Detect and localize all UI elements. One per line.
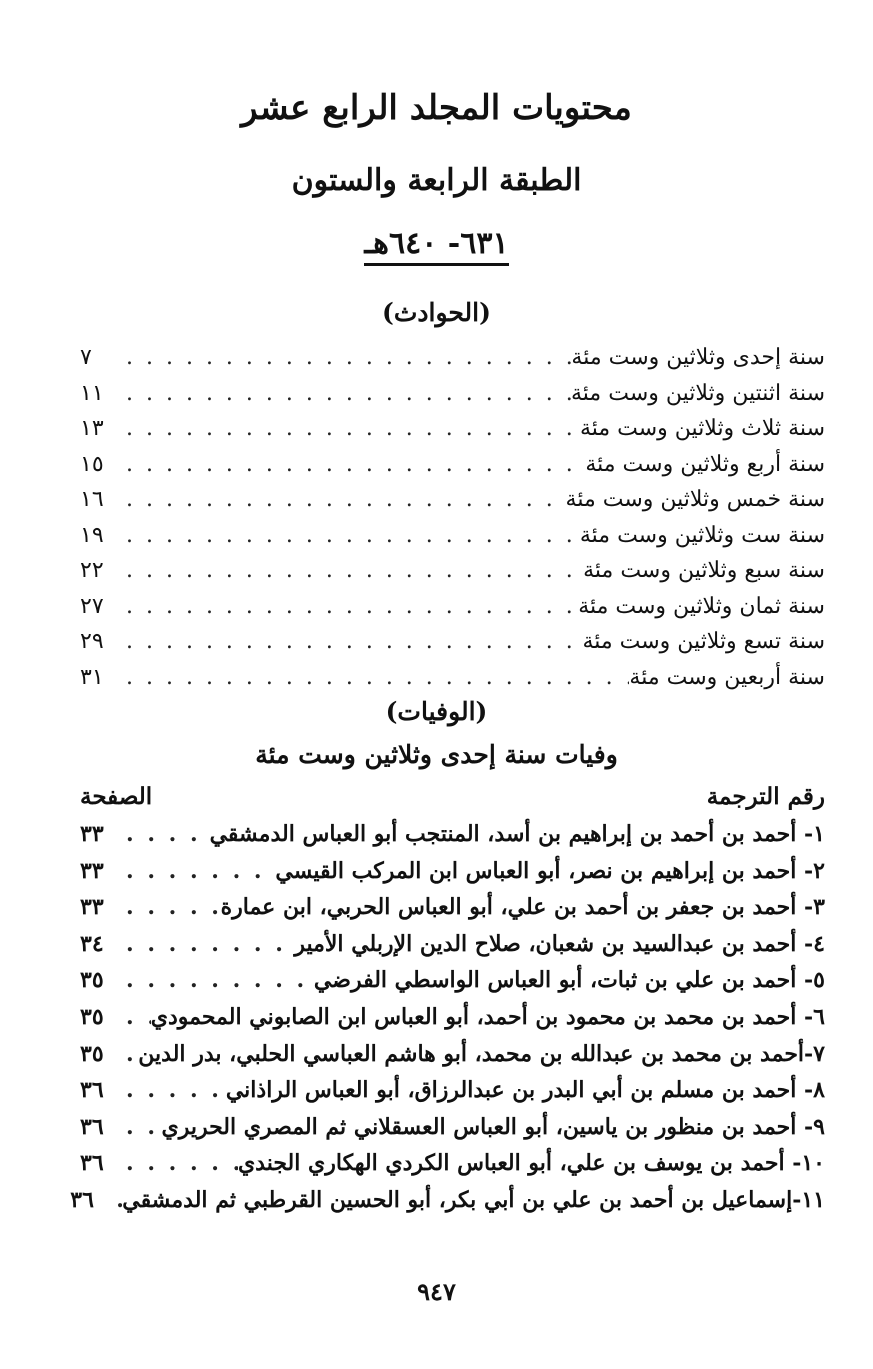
- dot-leader: [120, 1004, 151, 1030]
- event-title: سنة اثنتين وثلاثين وست مئة: [571, 380, 825, 406]
- dot-leader: [120, 1114, 161, 1140]
- biography-page-number: ٣٣: [80, 821, 104, 847]
- list-item: [80, 931, 825, 968]
- biography-page-number: ٣٥: [80, 1003, 104, 1030]
- list-item: [80, 967, 825, 1004]
- event-title: سنة تسع وثلاثين وست مئة: [582, 629, 825, 654]
- biography-title: ٤- أحمد بن عبدالسيد بن شعبان، صلاح الدين الإربلي الأمير: [294, 930, 825, 957]
- list-item: [80, 629, 825, 665]
- dot-leader: [120, 665, 629, 690]
- list-item: [80, 381, 825, 417]
- dot-leader: [120, 558, 583, 583]
- list-item: [80, 1077, 825, 1114]
- biography-page-number: ٣٦: [80, 1150, 104, 1177]
- dot-leader: [120, 1150, 238, 1176]
- list-item: [80, 1041, 825, 1078]
- tier-subtitle: الطبقة الرابعة والستون: [291, 163, 582, 198]
- dot-leader: [120, 594, 578, 619]
- biography-title: ٨- أحمد بن مسلم بن أبي البدر بن عبدالرزاق، أبو العباس الراذاني: [225, 1077, 825, 1104]
- event-title: سنة أربعين وست مئة: [629, 664, 825, 690]
- event-page-number: ٢٢: [80, 558, 104, 583]
- event-page-number: ١٦: [80, 487, 104, 512]
- deaths-subheading: وفيات سنة إحدى وثلاثين وست مئة: [255, 740, 618, 769]
- column-header-entry-number: رقم الترجمة: [706, 783, 825, 810]
- biography-title: ٢- أحمد بن إبراهيم بن نصر، أبو العباس ابن المركب القيسي: [275, 857, 825, 884]
- page-title: محتويات المجلد الرابع عشر: [241, 88, 632, 128]
- events-list: [80, 345, 825, 700]
- event-title: سنة أربع وثلاثين وست مئة: [585, 451, 825, 477]
- event-title: سنة إحدى وثلاثين وست مئة: [571, 345, 825, 370]
- event-title: سنة سبع وثلاثين وست مئة: [583, 558, 825, 583]
- biography-page-number: ٣٥: [80, 1040, 104, 1067]
- dot-leader: [120, 452, 585, 477]
- biography-page-number: ٣٦: [80, 1077, 104, 1104]
- event-title: سنة ثمان وثلاثين وست مئة: [578, 593, 825, 619]
- list-item: [80, 1114, 825, 1151]
- dot-leader: [120, 629, 582, 654]
- dot-leader: [120, 931, 294, 957]
- list-item: [80, 821, 825, 858]
- biography-title: ٦- أحمد بن محمد بن محمود بن أحمد، أبو العباس ابن الصابوني المحمودي: [150, 1003, 825, 1030]
- dot-leader: [120, 821, 210, 847]
- column-header-page: الصفحة: [80, 783, 153, 810]
- page-number: ٩٤٧: [417, 1277, 456, 1306]
- list-item: [80, 416, 825, 452]
- list-item: [80, 523, 825, 559]
- deaths-list: [70, 821, 825, 1224]
- list-item: [80, 558, 825, 594]
- year-range: [0, 226, 873, 266]
- event-page-number: ٧: [80, 345, 92, 370]
- list-item: [80, 1150, 825, 1187]
- biography-title: ١- أحمد بن أحمد بن إبراهيم بن أسد، المنتجب أبو العباس الدمشقي: [209, 821, 825, 847]
- dot-leader: [120, 487, 566, 512]
- event-page-number: ١٩: [80, 522, 104, 548]
- biography-title: ٣- أحمد بن جعفر بن أحمد بن علي، أبو العباس الحربي، ابن عمارة: [220, 894, 825, 921]
- dot-leader: [120, 345, 571, 370]
- biography-title: ٩- أحمد بن منظور بن ياسين، أبو العباس العسقلاني ثم المصري الحريري: [161, 1113, 825, 1140]
- event-page-number: ١١: [80, 380, 104, 406]
- list-item: [80, 858, 825, 895]
- events-heading: (الحوادث): [382, 298, 491, 327]
- biography-title: ١١-إسماعيل بن أحمد بن علي بن أبي بكر، أبو الحسين القرطبي ثم الدمشقي: [122, 1186, 825, 1213]
- biography-title: ٧-أحمد بن محمد بن عبدالله بن محمد، أبو هاشم العباسي الحلبي، بدر الدين: [138, 1040, 825, 1067]
- biography-page-number: ٣٤: [80, 930, 104, 957]
- biography-title: ٥- أحمد بن علي بن ثبات، أبو العباس الواسطي الفرضي: [313, 967, 825, 994]
- biography-title: ١٠- أحمد بن يوسف بن علي، أبو العباس الكردي الهكاري الجندي: [237, 1150, 825, 1177]
- deaths-heading: (الوفيات): [385, 697, 488, 726]
- list-item: [80, 1004, 825, 1041]
- event-page-number: ٢٩: [80, 629, 104, 654]
- dot-leader: [120, 416, 580, 441]
- dot-leader: [120, 1041, 138, 1067]
- dot-leader: [120, 894, 221, 920]
- dot-leader: [120, 967, 314, 993]
- list-item: [80, 594, 825, 630]
- event-title: سنة خمس وثلاثين وست مئة: [565, 487, 825, 512]
- dot-leader: [120, 858, 275, 884]
- list-item: [80, 487, 825, 523]
- biography-page-number: ٣٥: [80, 967, 104, 994]
- event-page-number: ٣١: [80, 664, 104, 690]
- list-item: [70, 1186, 825, 1224]
- event-title: سنة ست وثلاثين وست مئة: [579, 522, 825, 548]
- biography-page-number: ٣٦: [80, 1113, 104, 1140]
- dot-leader: [120, 1077, 226, 1103]
- event-page-number: ٢٧: [80, 593, 104, 619]
- year-range-text: ٦٣١- ٦٤٠هـ: [364, 226, 508, 266]
- list-item: [80, 894, 825, 931]
- list-item: [80, 665, 825, 701]
- dot-leader: [120, 523, 580, 548]
- event-page-number: ١٣: [80, 416, 104, 441]
- biography-page-number: ٣٣: [80, 894, 104, 921]
- list-item: [80, 345, 825, 381]
- biography-page-number: ٣٣: [80, 857, 104, 884]
- biography-page-number: ٣٦: [70, 1186, 94, 1213]
- event-page-number: ١٥: [80, 451, 104, 477]
- list-item: [80, 452, 825, 488]
- event-title: سنة ثلاث وثلاثين وست مئة: [579, 416, 825, 441]
- dot-leader: [120, 381, 571, 406]
- dot-leader: [110, 1187, 122, 1213]
